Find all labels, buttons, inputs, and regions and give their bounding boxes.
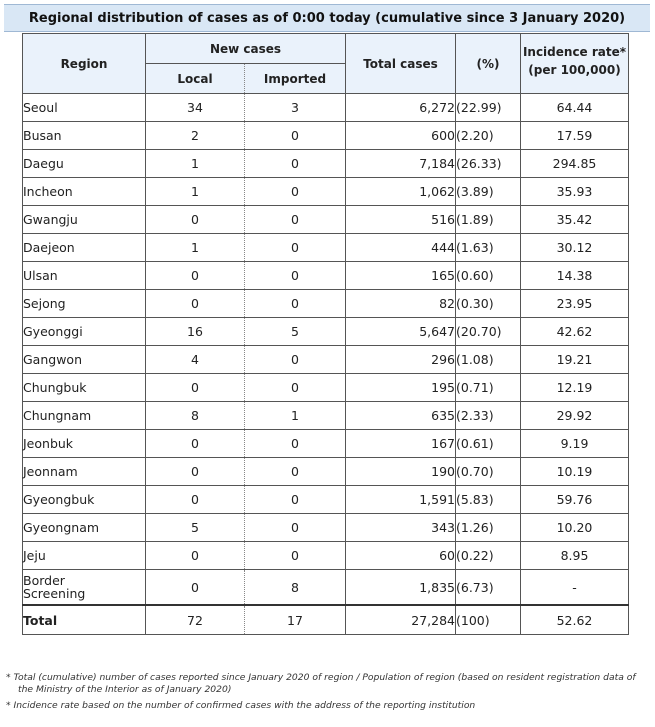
header-total-cases: Total cases [346,34,456,94]
regional-cases-table [22,33,629,635]
imported-cell: 0 [245,178,346,206]
incidence-cell: 14.38 [521,262,629,290]
total-cases-cell: 516 [346,206,456,234]
local-cell: 0 [146,374,245,402]
table-body [23,94,629,635]
table-row [23,430,629,458]
total-cases-cell: 7,184 [346,150,456,178]
total-cases-cell: 444 [346,234,456,262]
incidence-cell: 30.12 [521,234,629,262]
incidence-cell: 17.59 [521,122,629,150]
imported-cell: 0 [245,150,346,178]
region-cell: Daejeon [23,234,146,262]
imported-cell: 0 [245,542,346,570]
imported-cell: 3 [245,94,346,122]
region-cell: Gangwon [23,346,146,374]
total-cases-cell: 82 [346,290,456,318]
incidence-cell: 35.42 [521,206,629,234]
table-row [23,262,629,290]
incidence-cell: 29.92 [521,402,629,430]
region-cell: Gwangju [23,206,146,234]
local-cell: 0 [146,262,245,290]
header-region: Region [23,34,146,94]
region-cell: Seoul [23,94,146,122]
table-row [23,514,629,542]
percent-cell: (26.33) [456,150,521,178]
imported-cell: 5 [245,318,346,346]
local-cell: 1 [146,150,245,178]
region-line1: Border [23,572,65,588]
local-cell: 2 [146,122,245,150]
incidence-cell: 19.21 [521,346,629,374]
percent-cell: (1.63) [456,234,521,262]
footnote-1 [6,672,650,696]
incidence-cell: 23.95 [521,290,629,318]
total-cases-cell: 635 [346,402,456,430]
region-cell: Busan [23,122,146,150]
table-row-border-screening [23,570,629,606]
percent-cell: (1.08) [456,346,521,374]
region-cell: Jeonbuk [23,430,146,458]
region-line2: Screening [23,585,86,601]
total-cases-cell: 27,284 [346,605,456,635]
table-row [23,542,629,570]
local-cell: 0 [146,458,245,486]
percent-cell: (0.22) [456,542,521,570]
imported-cell: 0 [245,262,346,290]
imported-cell: 0 [245,290,346,318]
imported-cell: 0 [245,458,346,486]
header-new-cases: New cases [146,34,346,64]
footnotes [6,672,650,716]
region-cell: Sejong [23,290,146,318]
local-cell: 0 [146,542,245,570]
local-cell: 34 [146,94,245,122]
region-cell: Gyeonggi [23,318,146,346]
footnote-1-line1: * Total (cumulative) number of cases reported since January 2020 of region / Population of region (based on resident registration data of [6,672,636,683]
table-row [23,150,629,178]
region-cell: Gyeongnam [23,514,146,542]
imported-cell: 8 [245,570,346,606]
table-row [23,458,629,486]
incidence-cell: 42.62 [521,318,629,346]
total-label: Total [23,605,146,635]
table-row [23,178,629,206]
local-cell: 1 [146,234,245,262]
local-cell: 0 [146,486,245,514]
table-row [23,234,629,262]
region-cell: Gyeongbuk [23,486,146,514]
table-row [23,346,629,374]
footnote-1-line2: the Ministry of the Interior as of January 2020) [18,684,232,695]
header-incidence-line1: Incidence rate* [522,45,627,59]
region-cell: Jeonnam [23,458,146,486]
imported-cell: 0 [245,374,346,402]
percent-cell: (6.73) [456,570,521,606]
percent-cell: (0.70) [456,458,521,486]
region-cell: Chungbuk [23,374,146,402]
region-cell [23,570,146,606]
table-row-total [23,605,629,635]
percent-cell: (22.99) [456,94,521,122]
region-cell: Incheon [23,178,146,206]
local-cell: 0 [146,430,245,458]
imported-cell: 0 [245,206,346,234]
incidence-cell: 10.20 [521,514,629,542]
total-cases-cell: 296 [346,346,456,374]
imported-cell: 0 [245,234,346,262]
percent-cell: (2.33) [456,402,521,430]
local-cell: 0 [146,206,245,234]
local-cell: 8 [146,402,245,430]
region-cell: Daegu [23,150,146,178]
table-row [23,206,629,234]
percent-cell: (5.83) [456,486,521,514]
percent-cell: (20.70) [456,318,521,346]
table-row [23,290,629,318]
header-incidence-line2: (per 100,000) [528,63,621,77]
table-title: Regional distribution of cases as of 0:00 today (cumulative since 3 January 2020) [4,4,650,32]
local-cell: 0 [146,290,245,318]
percent-cell: (2.20) [456,122,521,150]
header-local: Local [146,64,245,94]
percent-cell: (3.89) [456,178,521,206]
total-cases-cell: 167 [346,430,456,458]
incidence-cell: 52.62 [521,605,629,635]
imported-cell: 1 [245,402,346,430]
incidence-cell: 9.19 [521,430,629,458]
incidence-cell: 12.19 [521,374,629,402]
percent-cell: (100) [456,605,521,635]
imported-cell: 0 [245,430,346,458]
local-cell: 5 [146,514,245,542]
incidence-cell: 10.19 [521,458,629,486]
incidence-cell: 35.93 [521,178,629,206]
incidence-cell: 8.95 [521,542,629,570]
total-cases-cell: 343 [346,514,456,542]
percent-cell: (0.61) [456,430,521,458]
total-cases-cell: 1,062 [346,178,456,206]
incidence-cell: 59.76 [521,486,629,514]
table-row [23,402,629,430]
percent-cell: (0.30) [456,290,521,318]
imported-cell: 0 [245,514,346,542]
table-row [23,486,629,514]
incidence-cell: - [521,570,629,606]
imported-cell: 0 [245,486,346,514]
imported-cell: 0 [245,346,346,374]
header-imported: Imported [245,64,346,94]
footnote-2: * Incidence rate based on the number of confirmed cases with the address of the reporting institution [6,700,476,711]
total-cases-cell: 60 [346,542,456,570]
header-percent: (%) [456,34,521,94]
total-cases-cell: 1,835 [346,570,456,606]
percent-cell: (1.26) [456,514,521,542]
header-incidence-rate [521,34,629,94]
imported-cell: 17 [245,605,346,635]
region-cell: Chungnam [23,402,146,430]
percent-cell: (1.89) [456,206,521,234]
table-row [23,374,629,402]
incidence-cell: 64.44 [521,94,629,122]
percent-cell: (0.60) [456,262,521,290]
total-cases-cell: 6,272 [346,94,456,122]
percent-cell: (0.71) [456,374,521,402]
total-cases-cell: 600 [346,122,456,150]
total-cases-cell: 1,591 [346,486,456,514]
imported-cell: 0 [245,122,346,150]
incidence-cell: 294.85 [521,150,629,178]
total-cases-cell: 195 [346,374,456,402]
local-cell: 16 [146,318,245,346]
region-cell: Ulsan [23,262,146,290]
local-cell: 1 [146,178,245,206]
table-row [23,122,629,150]
table-row [23,94,629,122]
total-cases-cell: 165 [346,262,456,290]
total-cases-cell: 190 [346,458,456,486]
table-row [23,318,629,346]
region-cell: Jeju [23,542,146,570]
local-cell: 72 [146,605,245,635]
local-cell: 0 [146,570,245,606]
total-cases-cell: 5,647 [346,318,456,346]
local-cell: 4 [146,346,245,374]
